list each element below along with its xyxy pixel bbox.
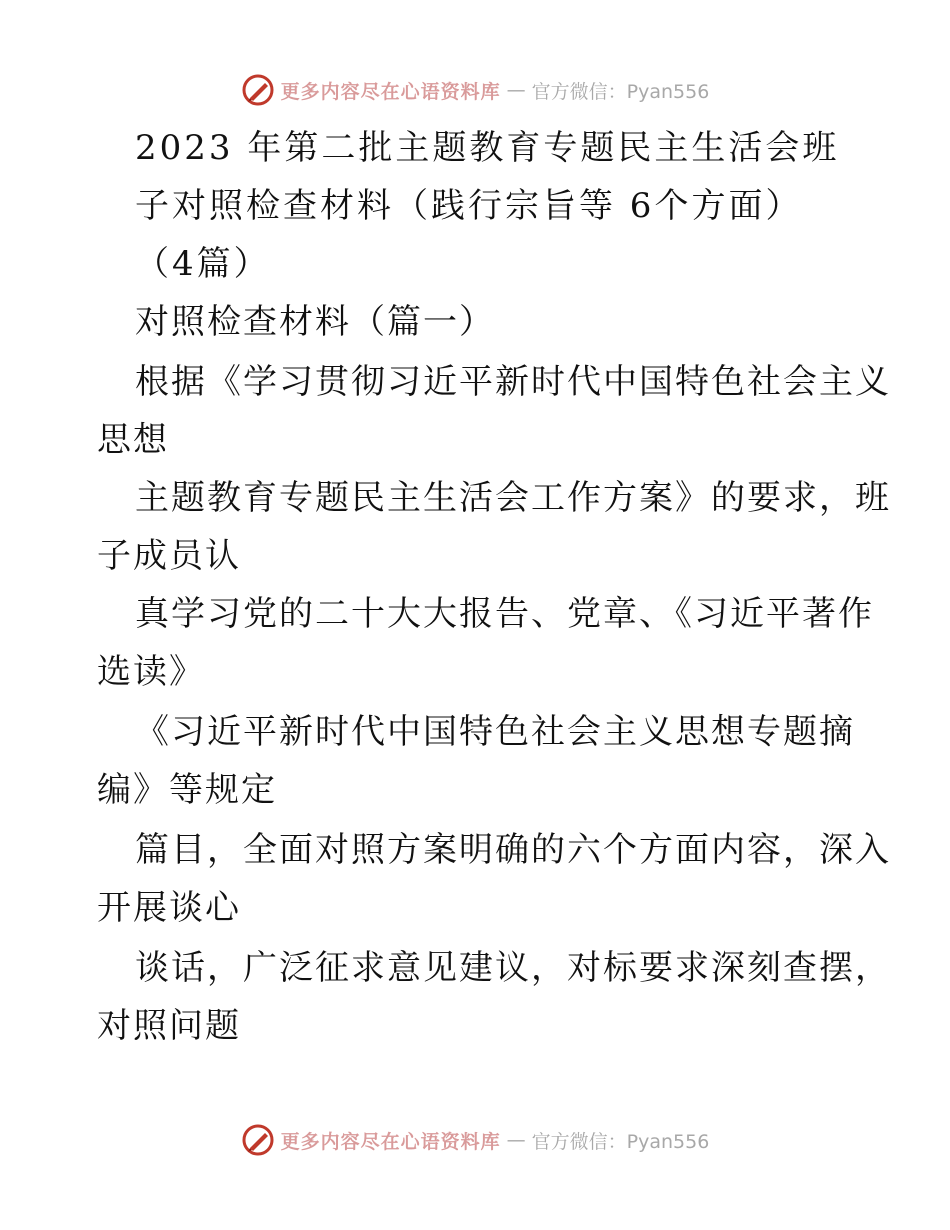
pen-logo-icon	[241, 73, 275, 107]
body-line: 编》等规定	[97, 770, 277, 810]
body-line: 开展谈心	[97, 888, 241, 928]
body-line: 主题教育专题民主生活会工作方案》的要求，班	[135, 478, 891, 518]
section-heading: 对照检查材料（篇一）	[135, 302, 495, 342]
watermark-brand: 更多内容尽在心语资料库	[280, 80, 501, 103]
body-line: 根据《学习贯彻习近平新时代中国特色社会主义	[135, 362, 891, 402]
doc-title-line-1: 2023 年第二批主题教育专题民主生活会班	[135, 128, 840, 168]
body-line: 思想	[97, 420, 169, 460]
watermark-contact: 官方微信：Pyan556	[531, 1130, 710, 1153]
body-line: 篇目，全面对照方案明确的六个方面内容，深入	[135, 830, 891, 870]
body-line: 子成员认	[97, 536, 241, 576]
watermark-contact: 官方微信：Pyan556	[531, 80, 710, 103]
footer-watermark	[0, 1120, 950, 1160]
doc-title-line-3: （4篇）	[135, 244, 271, 284]
body-line: 对照问题	[97, 1006, 241, 1046]
watermark-brand: 更多内容尽在心语资料库	[280, 1130, 501, 1153]
header-watermark	[0, 70, 950, 110]
body-line: 真学习党的二十大大报告、党章、《习近平著作	[135, 594, 874, 634]
pen-logo-icon	[241, 1123, 275, 1157]
body-line: 《习近平新时代中国特色社会主义思想专题摘	[135, 712, 855, 752]
doc-title-line-2: 子对照检查材料（践行宗旨等 6个方面）	[135, 186, 803, 226]
body-line: 选读》	[97, 652, 205, 692]
watermark-separator: —	[506, 79, 526, 101]
watermark-separator: —	[506, 1129, 526, 1151]
body-line: 谈话，广泛征求意见建议，对标要求深刻查摆，	[135, 948, 891, 988]
